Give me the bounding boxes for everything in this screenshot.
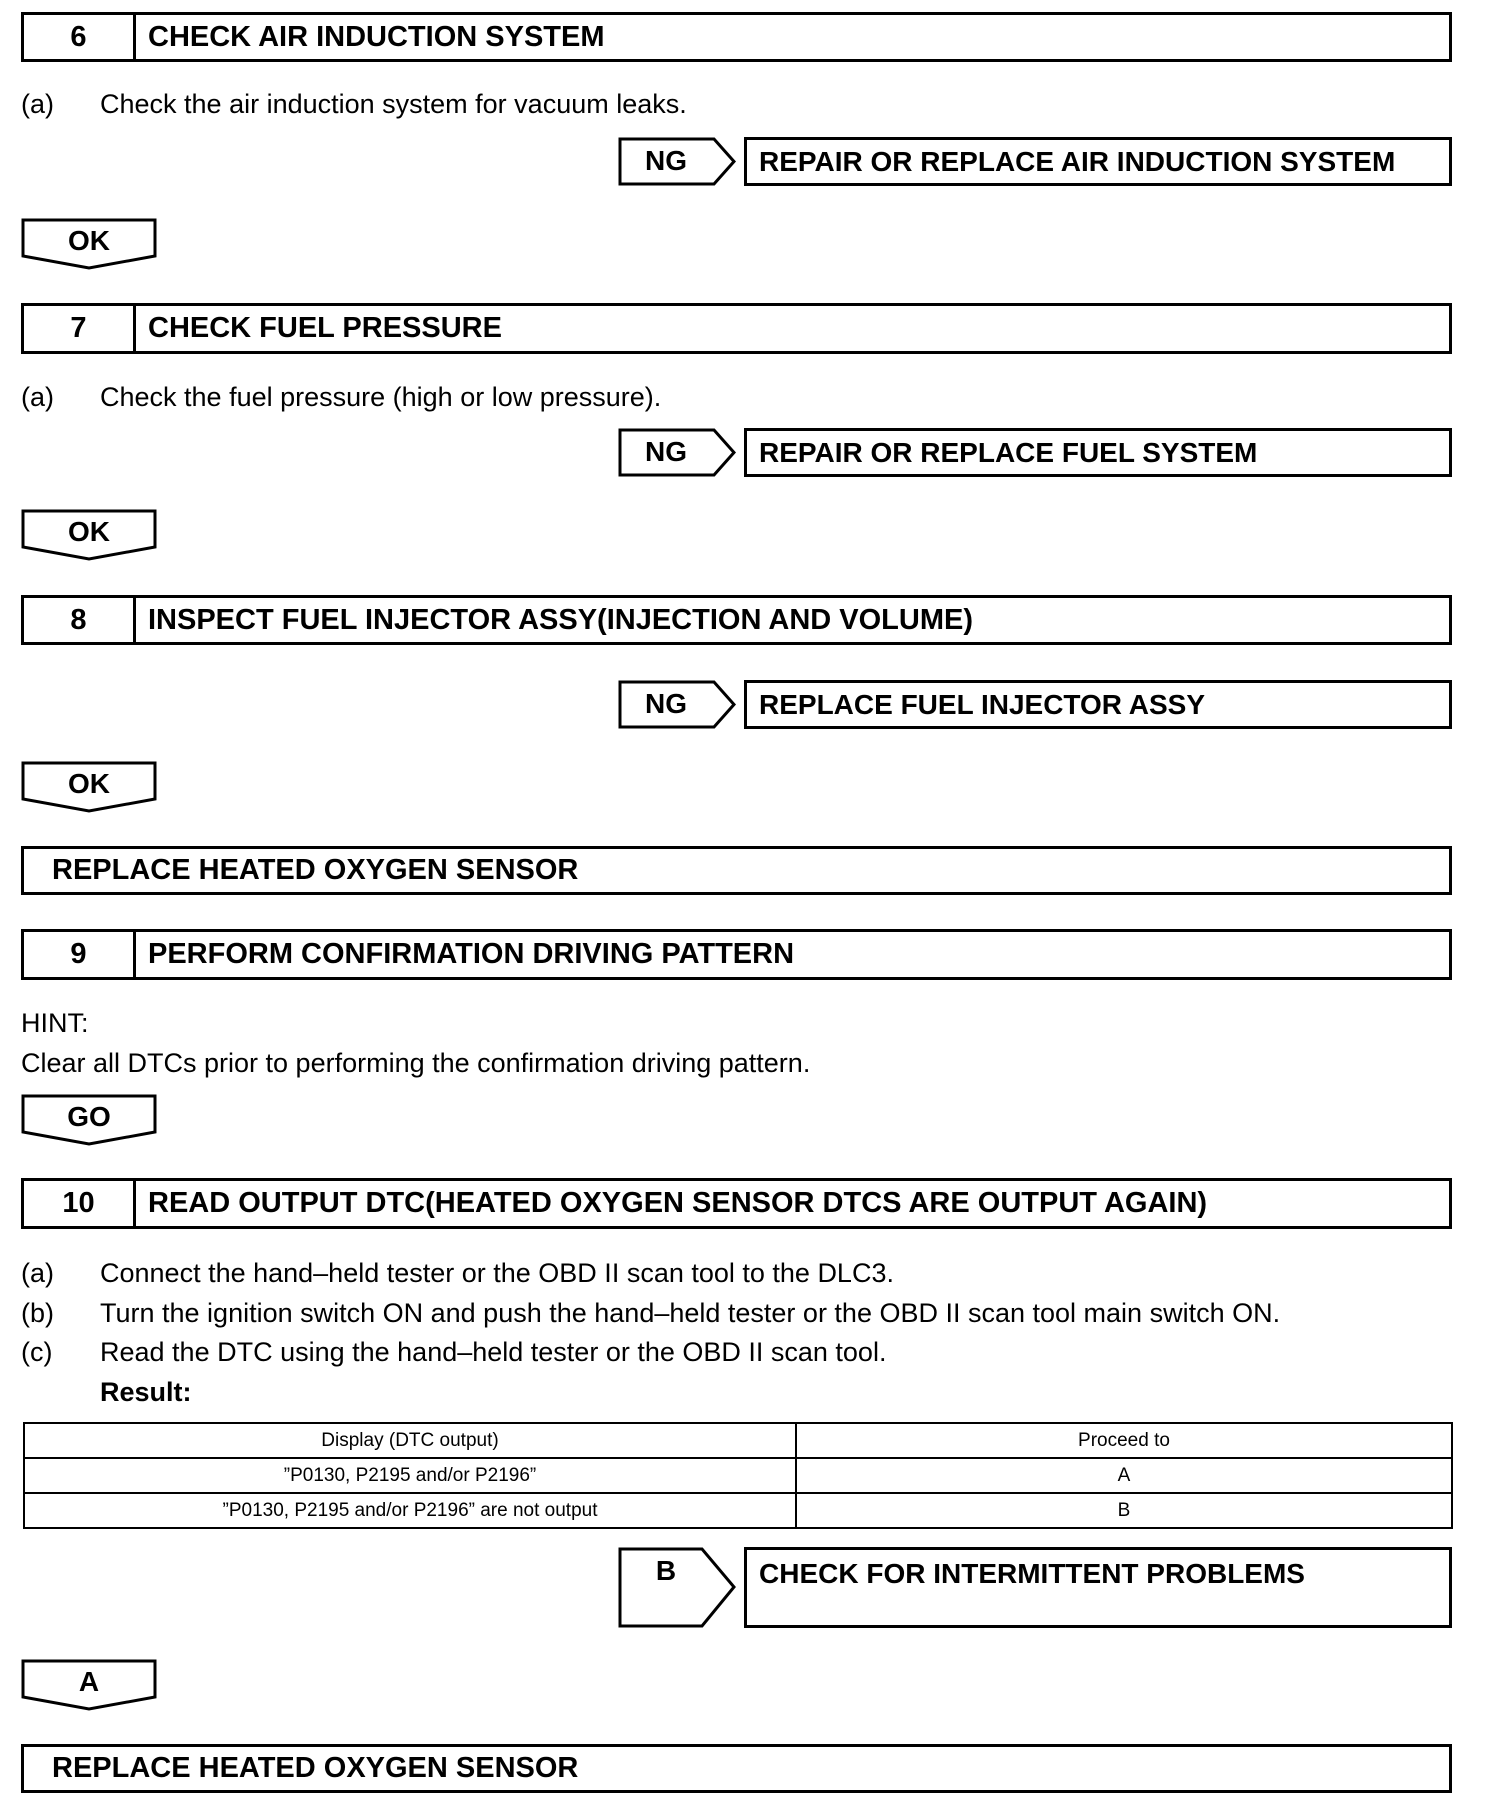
result-label: Result: (100, 1377, 192, 1407)
item-text: Check the fuel pressure (high or low pressure). (100, 382, 662, 412)
a-result-box: REPLACE HEATED OXYGEN SENSOR (21, 1744, 1452, 1793)
item-label: (c) (21, 1337, 53, 1367)
ok-label: OK (68, 768, 110, 799)
ng-result-box: REPAIR OR REPLACE FUEL SYSTEM (744, 428, 1452, 477)
step-number: 9 (24, 932, 136, 977)
step-title: CHECK FUEL PRESSURE (148, 312, 502, 344)
table-cell: ”P0130, P2195 and/or P2196” (24, 1458, 796, 1493)
table-row (24, 1493, 1452, 1528)
table-row (24, 1458, 1452, 1493)
table-header: Proceed to (796, 1423, 1452, 1458)
go-label: GO (67, 1101, 111, 1132)
b-arrow (618, 1547, 738, 1628)
item-label: (a) (21, 1258, 54, 1288)
step-10-header (21, 1178, 1452, 1229)
ok-label: OK (68, 516, 110, 547)
hint-text: Clear all DTCs prior to performing the confirmation driving pattern. (21, 1048, 811, 1078)
step-title: CHECK AIR INDUCTION SYSTEM (148, 20, 605, 53)
step-6-header (21, 12, 1452, 62)
result-table (23, 1422, 1453, 1529)
ng-label: NG (645, 145, 687, 176)
ok-arrow (21, 218, 157, 270)
a-label: A (78, 1666, 100, 1697)
b-result-box: CHECK FOR INTERMITTENT PROBLEMS (744, 1547, 1452, 1628)
ng-result-box: REPAIR OR REPLACE AIR INDUCTION SYSTEM (744, 137, 1452, 186)
go-arrow (21, 1094, 157, 1146)
result-box: REPLACE HEATED OXYGEN SENSOR (21, 846, 1452, 895)
item-text: Turn the ignition switch ON and push the hand–held tester or the OBD II scan tool main switch ON. (100, 1298, 1281, 1328)
ng-arrow (618, 680, 738, 729)
step-number: 8 (24, 598, 136, 642)
table-header-row (24, 1423, 1452, 1458)
step-7-header (21, 303, 1452, 354)
ng-arrow (618, 137, 738, 186)
step-title: READ OUTPUT DTC(HEATED OXYGEN SENSOR DTCS ARE OUTPUT AGAIN) (148, 1187, 1208, 1219)
ng-arrow (618, 428, 738, 477)
ok-arrow (21, 761, 157, 813)
item-label: (a) (21, 382, 54, 412)
item-text: Read the DTC using the hand–held tester or the OBD II scan tool. (100, 1337, 887, 1367)
ng-result-box: REPLACE FUEL INJECTOR ASSY (744, 680, 1452, 729)
item-label: (b) (21, 1298, 54, 1328)
step-title: INSPECT FUEL INJECTOR ASSY(INJECTION AND VOLUME) (148, 603, 973, 636)
step-9-header (21, 929, 1452, 980)
ok-arrow (21, 509, 157, 561)
item-text: Check the air induction system for vacuum leaks. (100, 89, 687, 119)
ok-label: OK (68, 225, 110, 256)
ng-label: NG (645, 436, 687, 467)
ng-label: NG (645, 688, 687, 719)
table-cell: A (796, 1458, 1452, 1493)
step-8-header (21, 595, 1452, 645)
step-number: 6 (24, 15, 136, 59)
b-label: B (655, 1555, 677, 1586)
step-number: 10 (24, 1181, 136, 1226)
table-cell: ”P0130, P2195 and/or P2196” are not output (24, 1493, 796, 1528)
item-text: Connect the hand–held tester or the OBD II scan tool to the DLC3. (100, 1258, 894, 1288)
table-header: Display (DTC output) (24, 1423, 796, 1458)
item-label: (a) (21, 89, 54, 119)
step-number: 7 (24, 306, 136, 351)
step-title: PERFORM CONFIRMATION DRIVING PATTERN (148, 938, 795, 970)
hint-label: HINT: (21, 1008, 89, 1038)
a-arrow (21, 1659, 157, 1711)
table-cell: B (796, 1493, 1452, 1528)
